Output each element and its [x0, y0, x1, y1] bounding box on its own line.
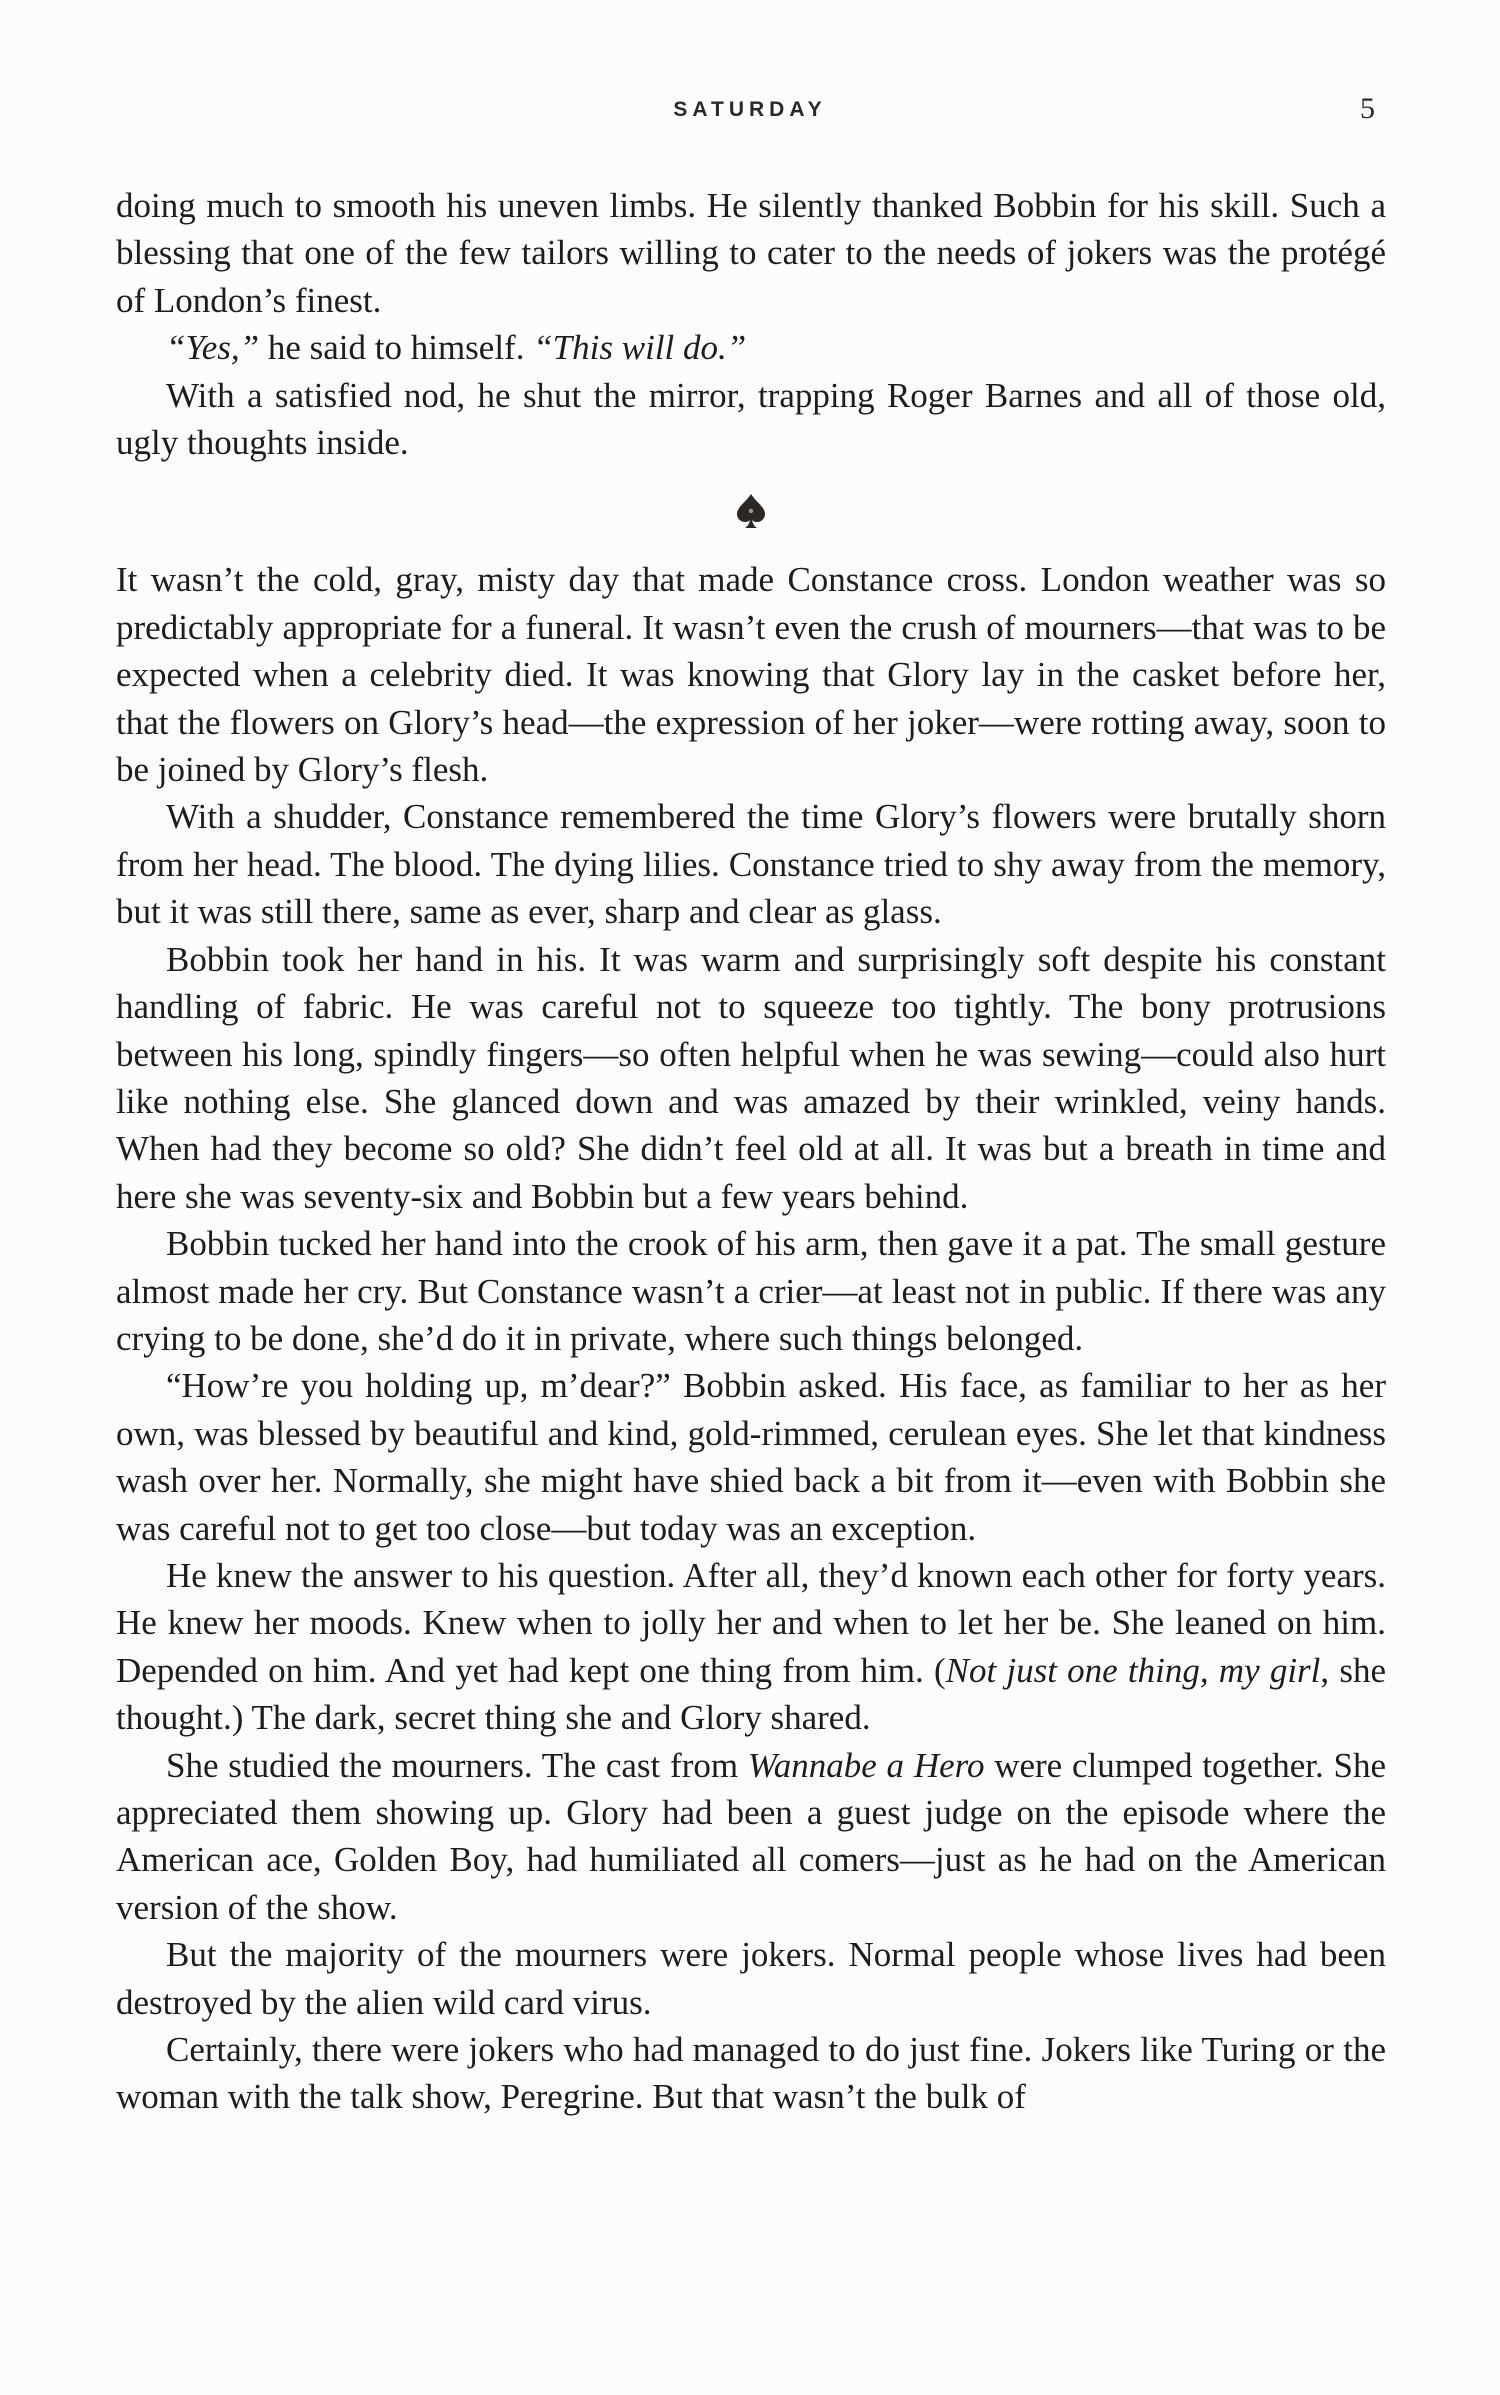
paragraph: With a satisfied nod, he shut the mirror, trapping Roger Barnes and all of those old, ugly thoughts inside. — [116, 375, 1386, 463]
paragraph-text: were clumped together. She appreciated them showing up. Glory had been a guest judge on the episode where the American ace, Golden Boy, had humiliated all comers—just as he had on the American version of the show. — [116, 1745, 1386, 1927]
paragraph: But the majority of the mourners were jokers. Normal people whose lives had been destroyed by the alien wild card virus. — [116, 1935, 1386, 2022]
paragraph: With a shudder, Constance remembered the time Glory’s flowers were brutally shorn from her head. The blood. The dying lilies. Constance tried to shy away from the memory, but it was still there, same as ever, sharp and clear as glass. — [116, 797, 1386, 932]
spade-icon — [734, 492, 768, 530]
paragraph — [116, 1552, 1386, 1742]
paragraph — [116, 1742, 1386, 1932]
italic-text: Not just one thing, my girl — [945, 1650, 1321, 1690]
page-number: 5 — [1360, 92, 1375, 125]
paragraph — [116, 324, 1386, 371]
paragraph: “How’re you holding up, m’dear?” Bobbin asked. His face, as familiar to her as her own, was blessed by beautiful and kind, gold-rimmed, cerulean eyes. She let that kindness wash over her. Normally, she might have shied back a bit from it—even with Bobbin she was careful not to get too close—but today was an exception. — [116, 1366, 1386, 1548]
paragraph: doing much to smooth his uneven limbs. He silently thanked Bobbin for his skill. Such a blessing that one of the few tailors willing to cater to the needs of jokers was the protégé of London’s finest. — [116, 186, 1386, 320]
paragraph-text: He knew the answer to his question. After all, they’d known each other for forty years. He knew her moods. Knew when to jolly her and when to let her be. She leaned on him. Depended on him. And yet had kept one thing from him. ( — [116, 1555, 1386, 1690]
italic-quote: “Yes,” — [166, 328, 260, 368]
body-text — [116, 182, 1386, 2121]
running-head: SATURDAY — [673, 98, 827, 121]
italic-quote: “This will do.” — [533, 328, 747, 368]
paragraph: Certainly, there were jokers who had managed to do just fine. Jokers like Turing or the woman with the talk show, Peregrine. But that wasn’t the bulk of — [116, 2030, 1386, 2117]
section-break — [116, 466, 1386, 556]
show-title: Wannabe a Hero — [747, 1745, 985, 1785]
paragraph-text: She studied the mourners. The cast from — [166, 1745, 748, 1785]
paragraph-text: he said to himself. — [259, 328, 534, 368]
paragraph: It wasn’t the cold, gray, misty day that made Constance cross. London weather was so predictably appropriate for a funeral. It wasn’t even the crush of mourners—that was to be expected when a celebrity died. It was knowing that Glory lay in the casket before her, that the flowers on Glory’s head—the expression of her joker—were rotting away, soon to be joined by Glory’s flesh. — [116, 560, 1386, 790]
paragraph: Bobbin tucked her hand into the crook of his arm, then gave it a pat. The small gesture almost made her cry. But Constance wasn’t a crier—at least not in public. If there was any crying to be done, she’d do it in private, where such things belonged. — [116, 1224, 1386, 1358]
paragraph: Bobbin took her hand in his. It was warm and surprisingly soft despite his constant handling of fabric. He was careful not to squeeze too tightly. The bony protrusions between his long, spindly fingers—so often helpful when he was sewing—could also hurt like nothing else. She glanced down and was amazed by their wrinkled, veiny hands. When had they become so old? She didn’t feel old at all. It was but a breath in time and here she was seventy-six and Bobbin but a few years behind. — [116, 939, 1386, 1216]
paragraph-text: , she thought.) The dark, secret thing she and Glory shared. — [116, 1650, 1387, 1738]
